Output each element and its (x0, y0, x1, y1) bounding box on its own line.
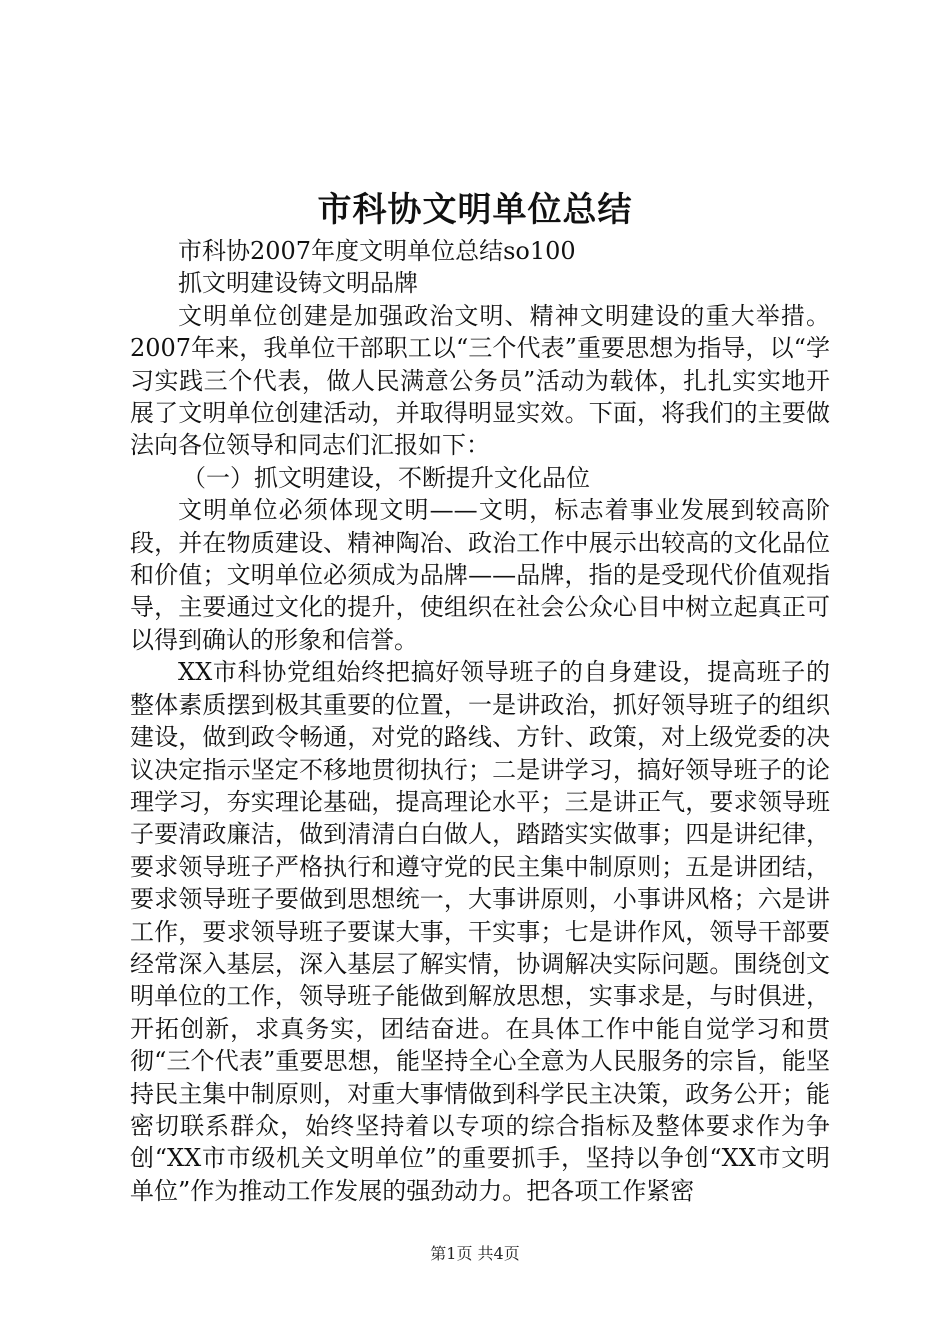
subtitle-line: 市科协2007年度文明单位总结so100 (178, 237, 576, 265)
body-paragraph-1: 文明单位必须体现文明——文明，标志着事业发展到较高阶段，并在物质建设、精神陶冶、政治工作中展示出较高的文化品位和价值；文明单位必须成为品牌——品牌，指的是受现代价值观指导，主要通过文化的提升，使组织在社会公众心目中树立起真正可以得到确认的形象和信誉。 (130, 496, 830, 654)
body-paragraph-2: XX市科协党组始终把搞好领导班子的自身建设，提高班子的整体素质摆到极其重要的位置，一是讲政治，抓好领导班子的组织建设，做到政令畅通，对党的路线、方针、政策，对上级党委的决议决定指示坚定不移地贯彻执行；二是讲学习，搞好领导班子的论理学习，夯实理论基础，提高理论水平；三是讲正气，要求领导班子要清政廉洁，做到清清白白做人，踏踏实实做事；四是讲纪律，要求领导班子严格执行和遵守党的民主集中制原则；五是讲团结，要求领导班子要做到思想统一，大事讲原则，小事讲风格；六是讲工作，要求领导班子要谋大事，干实事；七是讲作风，领导干部要经常深入基层，深入基层了解实情，协调解决实际问题。围绕创文明单位的工作，领导班子能做到解放思想，实事求是，与时俱进，开拓创新，求真务实，团结奋进。在具体工作中能自觉学习和贯彻“三个代表”重要思想，能坚持全心全意为人民服务的宗旨，能坚持民主集中制原则，对重大事情做到科学民主决策，政务公开；能密切联系群众，始终坚持着以专项的综合指标及整体要求作为争创“XX市市级机关文明单位”的重要抓手，坚持以争创“XX市文明单位”作为推动工作发展的强劲动力。把各项工作紧密 (130, 658, 830, 1205)
section-heading-1: （一）抓文明建设，不断提升文化品位 (182, 463, 590, 492)
document-title: 市科协文明单位总结 (317, 190, 633, 230)
subtitle-slogan: 抓文明建设铸文明品牌 (178, 269, 418, 298)
page-footer: 第1页 共4页 (430, 1244, 520, 1263)
document-body (130, 235, 830, 1207)
intro-paragraph: 文明单位创建是加强政治文明、精神文明建设的重大举措。2007年来，我单位干部职工以“三个代表”重要思想为指导，以“学习实践三个代表，做人民满意公务员”活动为载体，扎扎实实地开展了文明单位创建活动，并取得明显实效。下面，将我们的主要做法向各位领导和同志们汇报如下： (130, 301, 830, 460)
